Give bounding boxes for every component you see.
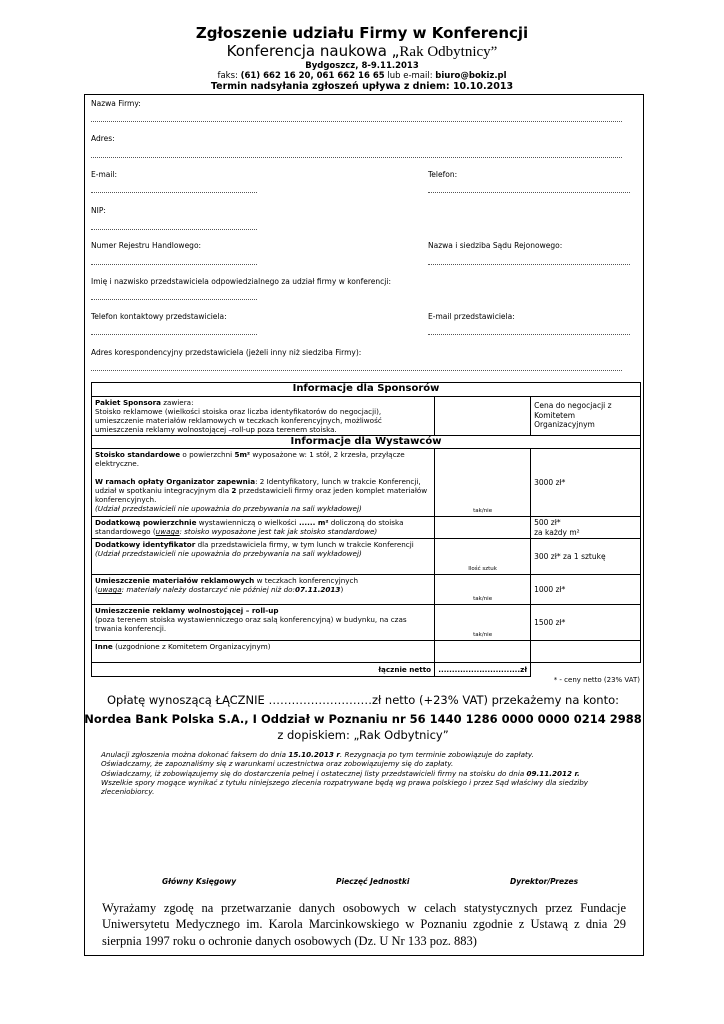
standard-stand-text1: o powierzchni: [180, 450, 235, 459]
extra-badge-text: dla przedstawiciela firmy, w tym lunch w trakcie Konferencji: [195, 540, 414, 549]
standard-stand-choice[interactable]: tak/nie: [435, 449, 531, 517]
rep-email-field[interactable]: [428, 334, 630, 335]
rollup-title2: – roll-up: [243, 606, 279, 615]
table-row: [92, 641, 641, 663]
form-title: Zgłoszenie udziału Firmy w Konferencji: [195, 24, 529, 42]
phone-field[interactable]: [428, 192, 630, 193]
sponsor-choice-cell[interactable]: [435, 396, 531, 435]
rollup-title: Umieszczenie reklamy wolnostojącej: [95, 606, 244, 615]
rollup-choice[interactable]: tak/nie: [435, 605, 531, 641]
address-field[interactable]: [91, 157, 622, 158]
extra-area-dots: ...... m²: [298, 518, 329, 527]
fee-num: 2: [231, 486, 237, 495]
ad-materials-price: 1000 zł*: [531, 575, 641, 605]
extra-area-note-ul: uwaga: [155, 527, 180, 536]
term-list: [101, 769, 631, 778]
ad-materials-note-ul: uwaga: [97, 585, 122, 594]
rep-address-field[interactable]: [91, 370, 622, 371]
other-title: Inne: [95, 642, 113, 651]
phone-label: Telefon:: [428, 170, 458, 179]
standard-stand-text2: wyposażone w: 1 stół, 2 krzesła, przyłącze elektryczne.: [95, 450, 405, 468]
address-label: Adres:: [91, 134, 115, 143]
package-title: Pakiet Sponsora: [95, 397, 161, 407]
term1a: Anulacji zgłoszenia można dokonać faksem do dnia: [101, 750, 289, 759]
extra-badge-desc: [92, 539, 435, 575]
other-text: (uzgodnione z Komitetem Organizacyjnym): [112, 642, 271, 651]
extra-area-price1: 500 zł*: [534, 518, 561, 528]
total-value[interactable]: ..............................zł: [435, 663, 531, 677]
nip-label: NIP:: [91, 206, 106, 215]
subtitle-suffix: ”: [490, 44, 498, 60]
subtitle-name: Rak Odbytnicy: [399, 44, 491, 60]
ad-materials-desc: Umieszczenie materiałów reklamowych w teczkach konferencyjnych (uwaga: materiały należy dostarczyć nie później niż do:07.11.2013): [92, 575, 435, 605]
register-number-label: Numer Rejestru Handlowego:: [91, 241, 202, 250]
fee-text: : 2 Identyfikatory, lunch w trakcie Konferencji, udział w spotkaniu integracyjnym dla: [95, 477, 421, 495]
vat-note: * - ceny netto (23% VAT): [553, 676, 640, 684]
ad-materials-date: 07.11.2013: [294, 585, 341, 594]
fax-numbers: (61) 662 16 20, 061 662 16 65: [240, 71, 385, 81]
extra-area-desc: [92, 517, 435, 539]
table-row: [92, 575, 641, 605]
representative-field[interactable]: [91, 299, 257, 300]
header: [0, 24, 724, 92]
sponsors-heading: Informacje dla Sponsorów: [92, 383, 641, 397]
extra-badge-quantity[interactable]: Ilość sztuk: [435, 539, 531, 575]
rep-address-label: Adres korespondencyjny przedstawiciela (jeżeli inny niż siedziba Firmy):: [91, 348, 362, 357]
fax-label: faks:: [217, 71, 241, 81]
ad-materials-text: w teczkach konferencyjnych: [254, 576, 359, 585]
transfer-note: z dopiskiem: „Rak Odbytnicy”: [277, 728, 449, 742]
standard-stand-area: 5m²: [234, 450, 251, 459]
data-consent: Wyrażamy zgodę na przetwarzanie danych osobowych w celach statystycznych przez Fundacje Uniwersytetu Medycznego im. Karola Marcinkowskiego w Poznaniu zgodnie z Ustawą z dnia 29 sierpnia 1997 roku o ochronie danych osobowych (Dz. U Nr 133 poz. 883): [102, 901, 626, 948]
other-desc: [92, 641, 435, 663]
extra-area-price: [531, 517, 641, 539]
table-row: [92, 449, 641, 517]
place-date: Bydgoszcz, 8-9.11.2013: [305, 61, 419, 71]
ad-materials-note: : materiały należy dostarczyć nie później niż do:: [121, 585, 295, 594]
term3b: 09.11.2012 r.: [526, 768, 580, 778]
total-empty: [531, 663, 641, 677]
term1b: 15.10.2013 r: [288, 750, 340, 759]
company-name-field[interactable]: [91, 121, 622, 122]
register-number-field[interactable]: [91, 264, 257, 265]
signature-stamp: Pieczęć Jednostki: [336, 877, 410, 886]
total-label: łącznie netto: [92, 663, 435, 677]
extra-badge-title: Dodatkowy identyfikator: [95, 540, 196, 549]
rollup-price: 1500 zł*: [531, 605, 641, 641]
table-row: [92, 517, 641, 539]
bank-account: Nordea Bank Polska S.A., I Oddział w Poznaniu nr 56 1440 1286 0000 0000 0214 2988: [84, 712, 642, 726]
terms: [101, 750, 631, 797]
sponsor-package-desc: [92, 396, 435, 435]
ad-materials-choice[interactable]: tak/nie: [435, 575, 531, 605]
package-desc: Stoisko reklamowe (wielkości stoiska oraz liczba identyfikatorów do negocjacji), umieszczenie materiałów reklamowych w teczkach konferencyjnych, możliwość umieszczenia reklamy wolnostojącej –roll-up poza terenem stoiska.: [95, 406, 382, 434]
standard-stand-title: Stoisko standardowe: [95, 450, 181, 459]
other-price: [531, 641, 641, 663]
rep-phone-label: Telefon kontaktowy przedstawiciela:: [91, 312, 227, 321]
extra-area-text: wystawienniczą o wielkości: [196, 518, 299, 527]
standard-stand-note: (Udział przedstawicieli nie upoważnia do przebywania na sali wykładowej): [95, 504, 362, 513]
rep-phone-field[interactable]: [91, 334, 257, 335]
exhibitors-heading: Informacje dla Wystawców: [92, 435, 641, 449]
extra-area-choice[interactable]: [435, 517, 531, 539]
contact-line: [0, 71, 724, 81]
term1c: . Rezygnacja po tym terminie zobowiązuje do zapłaty.: [339, 750, 534, 759]
term-conditions: Oświadczamy, że zapoznaliśmy się z warunkami uczestnictwa oraz zobowiązujemy się do zapłaty.: [101, 759, 454, 769]
representative-label: Imię i nazwisko przedstawiciela odpowiedzialnego za udział firmy w konferencji:: [91, 277, 391, 286]
signature-director: Dyrektor/Prezes: [510, 877, 579, 886]
email-label: E-mail:: [91, 170, 118, 179]
email-field[interactable]: [91, 192, 257, 193]
package-rest: zawiera:: [160, 397, 194, 407]
term-cancellation: [101, 750, 631, 759]
extra-area-text2: doliczoną do stoiska standardowego (: [95, 518, 404, 536]
rollup-text: (poza terenem stoiska wystawienniczego oraz salą konferencyjną) w budynku, na czas trwania konferencji.: [95, 615, 407, 633]
rollup-desc: [92, 605, 435, 641]
court-label: Nazwa i siedziba Sądu Rejonowego:: [428, 241, 563, 250]
table-row: [92, 539, 641, 575]
signature-accountant: Główny Księgowy: [162, 877, 237, 886]
term-disputes: Wszelkie spory mogące wynikać z tytułu niniejszego zlecenia rozpatrywane będą wg prawa polskiego i przez Sąd właściwy dla siedziby zleceniobiorcy.: [101, 778, 589, 797]
company-name-label: Nazwa Firmy:: [91, 99, 141, 108]
ad-materials-title: Umieszczenie materiałów reklamowych: [95, 576, 255, 585]
contact-email: biuro@bokiz.pl: [435, 71, 507, 81]
conference-subtitle: [0, 42, 724, 61]
deadline: Termin nadsyłania zgłoszeń upływa z dniem: 10.10.2013: [210, 81, 514, 92]
extra-area-note: : stoisko wyposażone jest tak jak stoisko standardowe): [179, 527, 378, 536]
extra-area-title: Dodatkową powierzchnie: [95, 518, 197, 527]
sponsor-price: Cena do negocjacji z Komitetem Organizacyjnym: [531, 396, 641, 435]
court-field[interactable]: [428, 264, 630, 265]
nip-field[interactable]: [91, 229, 257, 230]
standard-stand-price: 3000 zł*: [531, 449, 641, 517]
extra-area-price2: za każdy m²: [534, 527, 580, 537]
table-row: [92, 396, 641, 435]
email-mid: lub e-mail:: [384, 71, 436, 81]
standard-stand-desc: [92, 449, 435, 517]
fee-text2: przedstawicieli firmy oraz jeden komplet materiałów konferencyjnych.: [95, 486, 428, 504]
offer-table: [91, 382, 641, 677]
other-choice[interactable]: [435, 641, 531, 663]
extra-badge-price: 300 zł* za 1 sztukę: [531, 539, 641, 575]
fee-bold: W ramach opłaty Organizator zapewnia: [95, 477, 256, 486]
payment-line: Opłatę wynoszącą ŁĄCZNIE ………………………zł netto (+23% VAT) przekażemy na konto:: [106, 693, 620, 707]
subtitle-prefix: Konferencja naukowa „: [226, 42, 400, 60]
term3a: Oświadczamy, iż zobowiązujemy się do dostarczenia pełnej i ostatecznej listy przedstawicieli firmy na stoisku do dnia: [101, 768, 527, 778]
rep-email-label: E-mail przedstawiciela:: [428, 312, 515, 321]
extra-badge-note: (Udział przedstawicieli nie upoważnia do przebywania na sali wykładowej): [95, 549, 362, 558]
total-row: [92, 663, 641, 677]
table-row: [92, 605, 641, 641]
